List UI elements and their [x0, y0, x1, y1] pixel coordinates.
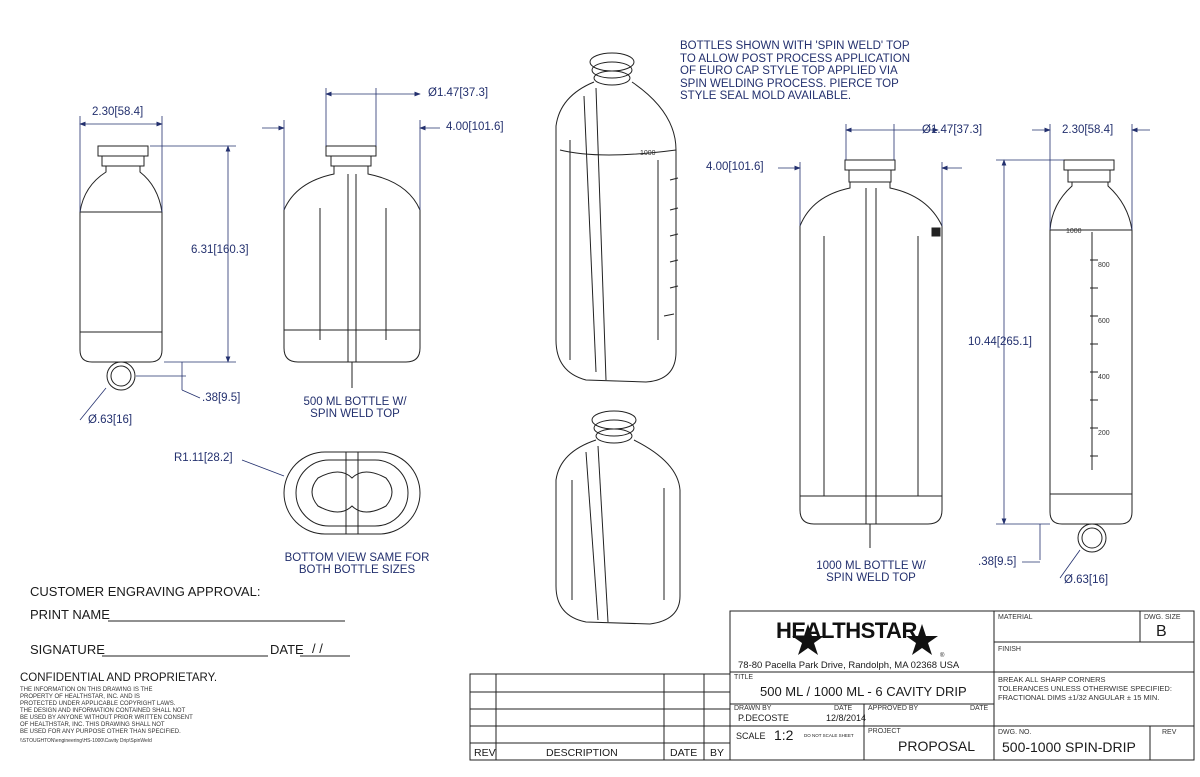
dim-500-neck-diameter: Ø1.47[37.3] [428, 87, 489, 99]
dim-500-depth: 4.00[101.6] [446, 121, 504, 133]
healthstar-logo: HEALTHSTAR [776, 618, 917, 643]
dim-500-height: 6.31[160.3] [191, 244, 249, 256]
dim-1000-loop-diameter: Ø.63[16] [1064, 574, 1109, 586]
dim-500-width: 2.30[58.4] [92, 106, 144, 118]
bottle-500-side-view [80, 146, 162, 390]
bottle-1000-side-view [1050, 160, 1132, 552]
scale-note: DO NOT SCALE SHEET [804, 733, 854, 738]
registered-mark: ® [940, 653, 945, 659]
description-header: DESCRIPTION [546, 747, 618, 759]
graduation-label: 1000 [640, 150, 656, 157]
approval-heading: CUSTOMER ENGRAVING APPROVAL: [30, 584, 261, 599]
drawn-by-label: DRAWN BY [734, 705, 772, 712]
tolerance-notes: BREAK ALL SHARP CORNERS TOLERANCES UNLESS OTHERWISE SPECIFIED: FRACTIONAL DIMS ±1/32 ANGULAR ± 15 MIN. [998, 675, 1172, 702]
drawn-date-label: DATE [834, 705, 853, 712]
approved-date-label: DATE [970, 705, 989, 712]
caption-1000-bottle: 1000 ML BOTTLE W/ SPIN WELD TOP [816, 560, 926, 584]
caption-bottom-view: BOTTOM VIEW SAME FOR BOTH BOTTLE SIZES [284, 552, 430, 576]
dwg-no: 500-1000 SPIN-DRIP [1002, 739, 1136, 755]
graduation-label: 400 [1098, 374, 1110, 381]
dim-500-loop-diameter: Ø.63[16] [88, 414, 133, 426]
signature-label: SIGNATURE [30, 642, 105, 657]
bottle-1000-front-view [800, 160, 942, 548]
date-label: DATE [270, 642, 304, 657]
material-label: MATERIAL [998, 614, 1033, 621]
dim-1000-width: 2.30[58.4] [1062, 124, 1114, 136]
confidential-text: THE INFORMATION ON THIS DRAWING IS THE PROPERTY OF HEALTHSTAR, INC. AND IS PROTECTED UNDER APPLICABLE COPYRIGHT LAWS. THE DESIGN AND INFORMATION CONTAINED SHALL NOT BE USED BY ANYONE WITHOUT PRIOR WRITTEN CONSENT OF HEALTHSTAR, INC. THIS DRAWING SHALL NOT BE USED FOR ANY PURPOSE OTHER THAN SPECIFIED. \\STOUGHTON\engineering\HS-1000\Cavity Drip\SpinWeld [20, 687, 193, 744]
print-name-label: PRINT NAME [30, 607, 110, 622]
iso-bottle-1000 [556, 53, 676, 382]
dwg-size-label: DWG. SIZE [1144, 614, 1181, 621]
title-label: TITLE [734, 674, 754, 681]
spin-weld-note: BOTTLES SHOWN WITH 'SPIN WELD' TOP TO ALLOW POST PROCESS APPLICATION OF EURO CAP STYLE TOP APPLIED VIA SPIN WELDING PROCESS. PIERCE TOP STYLE SEAL MOLD AVAILABLE. [680, 40, 911, 102]
rev-header: REV [474, 747, 496, 759]
dwg-size: B [1156, 623, 1167, 640]
date-slashes: / / [312, 641, 323, 656]
scale-label: SCALE [736, 731, 766, 741]
project-value: PROPOSAL [898, 738, 976, 754]
rev-label: REV [1162, 729, 1177, 736]
dim-1000-neck-diameter: Ø1.47[37.3] [922, 124, 983, 136]
bottle-500-front-view [284, 146, 420, 388]
project-label: PROJECT [868, 728, 901, 735]
graduation-label: 200 [1098, 430, 1110, 437]
dim-bottom-radius: R1.11[28.2] [174, 452, 233, 464]
company-address: 78-80 Pacella Park Drive, Randolph, MA 02368 USA [738, 660, 960, 671]
dim-1000-depth: 4.00[101.6] [706, 161, 764, 173]
dim-1000-drip: .38[9.5] [978, 556, 1017, 568]
graduation-label: 800 [1098, 262, 1110, 269]
scale-value: 1:2 [774, 727, 794, 743]
dim-500-drip: .38[9.5] [202, 392, 241, 404]
drawn-date: 12/8/2014 [826, 713, 867, 723]
drawn-by: P.DECOSTE [738, 713, 789, 723]
dim-1000-height: 10.44[265.1] [968, 336, 1032, 348]
approved-by-label: APPROVED BY [868, 705, 919, 712]
by-header: BY [710, 747, 725, 759]
iso-bottle-500 [556, 411, 680, 624]
graduation-label: 1000 [1066, 228, 1082, 235]
dwg-no-label: DWG. NO. [998, 729, 1032, 736]
drawing-title: 500 ML / 1000 ML - 6 CAVITY DRIP [760, 684, 967, 699]
finish-label: FINISH [998, 646, 1021, 653]
bottom-view-outline [284, 452, 420, 534]
confidential-heading: CONFIDENTIAL AND PROPRIETARY. [20, 672, 218, 684]
graduation-label: 600 [1098, 318, 1110, 325]
caption-500-bottle: 500 ML BOTTLE W/ SPIN WELD TOP [303, 396, 407, 420]
rev-date-header: DATE [670, 747, 698, 759]
